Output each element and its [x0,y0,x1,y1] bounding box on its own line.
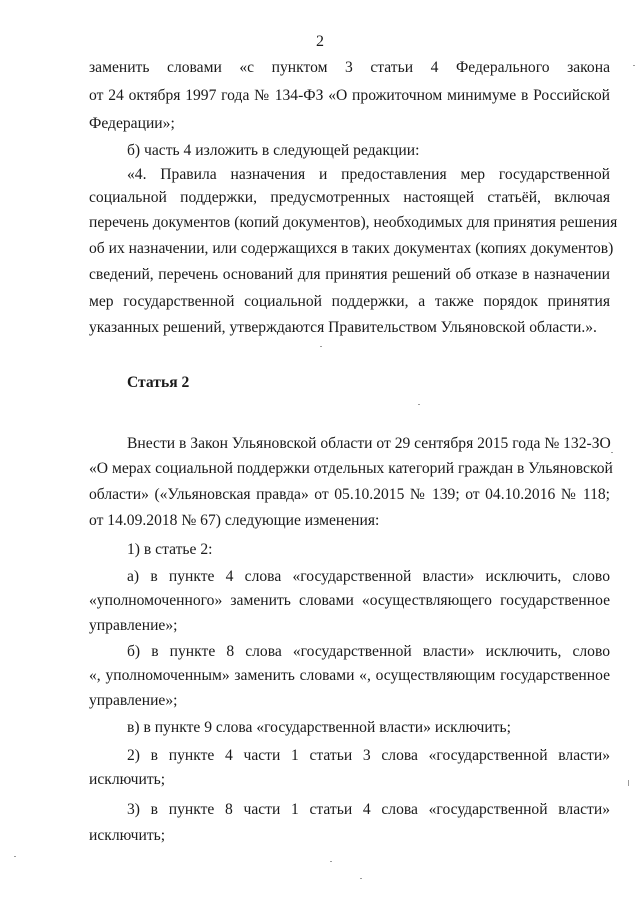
text-line: «О мерах социальной поддержки отдельных категорий граждан в Ульяновской [89,460,613,477]
scan-speck [360,878,362,879]
text-line: «уполномоченного» заменить словами «осуществляющего государственное [89,592,610,609]
scan-speck [320,346,322,347]
text-line: перечень документов (копий документов), необходимых для принятия решения [89,214,618,231]
scan-speck [14,856,16,857]
text-line: сведений, перечень оснований для принятия решений об отказе в назначении [89,266,610,283]
text-line: в) в пункте 9 слова «государственной власти» исключить; [127,719,511,736]
scan-speck [611,452,613,453]
text-line: исключить; [89,771,166,788]
text-line: «4. Правила назначения и предоставления мер государственной [127,166,610,183]
text-line: Внести в Закон Ульяновской области от 29 сентября 2015 года № 132-ЗО [127,435,611,452]
text-line: управление»; [89,692,178,709]
text-line: от 14.09.2018 № 67) следующие изменения: [89,512,380,529]
text-line: 2) в пункте 4 части 1 статьи 3 слова «государственной власти» [127,747,610,764]
text-line: от 24 октября 1997 года № 134-ФЗ «О прожиточном минимуме в Российской [89,87,610,104]
text-line: социальной поддержки, предусмотренных настоящей статьёй, включая [89,189,610,206]
text-line: «, уполномоченным» заменить словами «, осуществляющим государственное [89,667,610,684]
text-line: управление»; [89,617,178,634]
text-line: Федерации»; [89,115,175,132]
text-line: б) в пункте 8 слова «государственной власти» исключить, слово [127,643,610,660]
page-number: 2 [316,33,324,50]
scan-speck [330,861,332,862]
text-line: а) в пункте 4 слова «государственной власти» исключить, слово [127,568,610,585]
text-line: об их назначении, или содержащихся в таких документах (копиях документов) [89,240,614,257]
text-line: области» («Ульяновская правда» от 05.10.2015 № 139; от 04.10.2016 № 118; [89,486,610,503]
text-line: 1) в статье 2: [127,541,213,558]
scan-speck [418,404,420,405]
text-line: заменить словами «с пунктом 3 статьи 4 Федерального закона [89,59,610,76]
text-line: исключить; [89,827,166,844]
scan-speck [628,780,629,786]
article-heading: Статья 2 [127,374,190,391]
text-line: мер государственной социальной поддержки, а также порядок принятия [89,293,610,310]
scan-speck [633,65,635,66]
text-line: б) часть 4 изложить в следующей редакции: [127,142,420,159]
text-line: 3) в пункте 8 части 1 статьи 4 слова «государственной власти» [127,801,610,818]
text-line: указанных решений, утверждаются Правительством Ульяновской области.». [89,319,597,336]
